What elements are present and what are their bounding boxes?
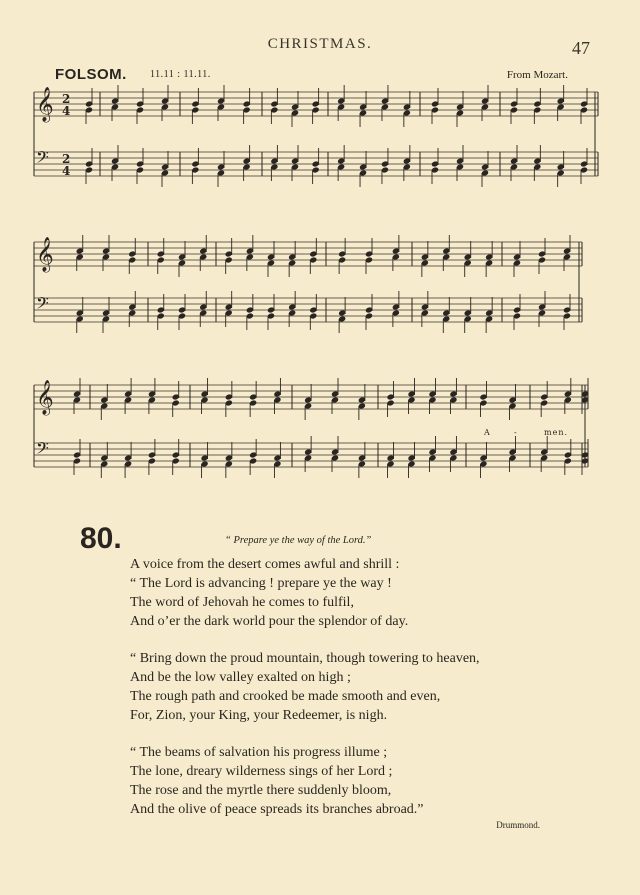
treble-clef-icon: 𝄞 (36, 380, 54, 415)
amen-syllable: A (484, 428, 491, 437)
treble-clef-icon: 𝄞 (36, 87, 54, 122)
time-signature: 4 (62, 104, 71, 118)
verse-line: The lone, dreary wilderness sings of her Lord ; (130, 764, 393, 779)
tune-name: FOLSOM. (55, 66, 127, 83)
bass-clef-icon: 𝄢 (36, 293, 49, 317)
verse-line: “ Bring down the proud mountain, though towering to heaven, (130, 651, 480, 666)
amen-syllable: - (514, 428, 518, 437)
treble-staff (34, 242, 582, 266)
stanza-3 (130, 743, 570, 819)
bass-clef-icon: 𝄢 (36, 438, 49, 462)
tune-composer: From Mozart. (506, 69, 568, 81)
time-signature: 2 (62, 152, 71, 166)
bass-clef-icon: 𝄢 (36, 147, 49, 171)
time-signature: 4 (62, 164, 71, 178)
hymn-author: Drummond. (496, 820, 540, 830)
verse-line: “ The Lord is advancing ! prepare ye the way ! (130, 576, 392, 591)
page-number: 47 (572, 38, 590, 58)
verse-line: And the olive of peace spreads its branches abroad.” (130, 802, 424, 817)
hymn-epigraph: “ Prepare ye the way of the Lord.” (225, 535, 372, 546)
hymn-number: 80. (80, 522, 122, 555)
music-score (30, 80, 600, 500)
verse-line: The rose and the myrtle there suddenly bloom, (130, 783, 392, 798)
stanza-2 (130, 649, 570, 725)
stanza-1 (130, 555, 570, 631)
amen-syllable: men. (544, 428, 569, 437)
verse-line: And be the low valley exalted on high ; (130, 670, 351, 685)
bass-staff (34, 298, 582, 322)
time-signature: 2 (62, 92, 71, 106)
verse-line: The rough path and crooked be made smooth and even, (130, 689, 441, 704)
verse-line: And o’er the dark world pour the splendor of day. (130, 614, 409, 629)
hymn-text (130, 555, 570, 837)
treble-clef-icon: 𝄞 (36, 237, 54, 272)
tune-meter: 11.11 : 11.11. (150, 69, 211, 80)
running-head: CHRISTMAS. (267, 36, 373, 52)
verse-line: A voice from the desert comes awful and shrill : (130, 557, 400, 572)
verse-line: The word of Jehovah he comes to fulfil, (130, 595, 354, 610)
verse-line: For, Zion, your King, your Redeemer, is nigh. (130, 708, 388, 723)
verse-line: “ The beams of salvation his progress illume ; (130, 745, 388, 760)
